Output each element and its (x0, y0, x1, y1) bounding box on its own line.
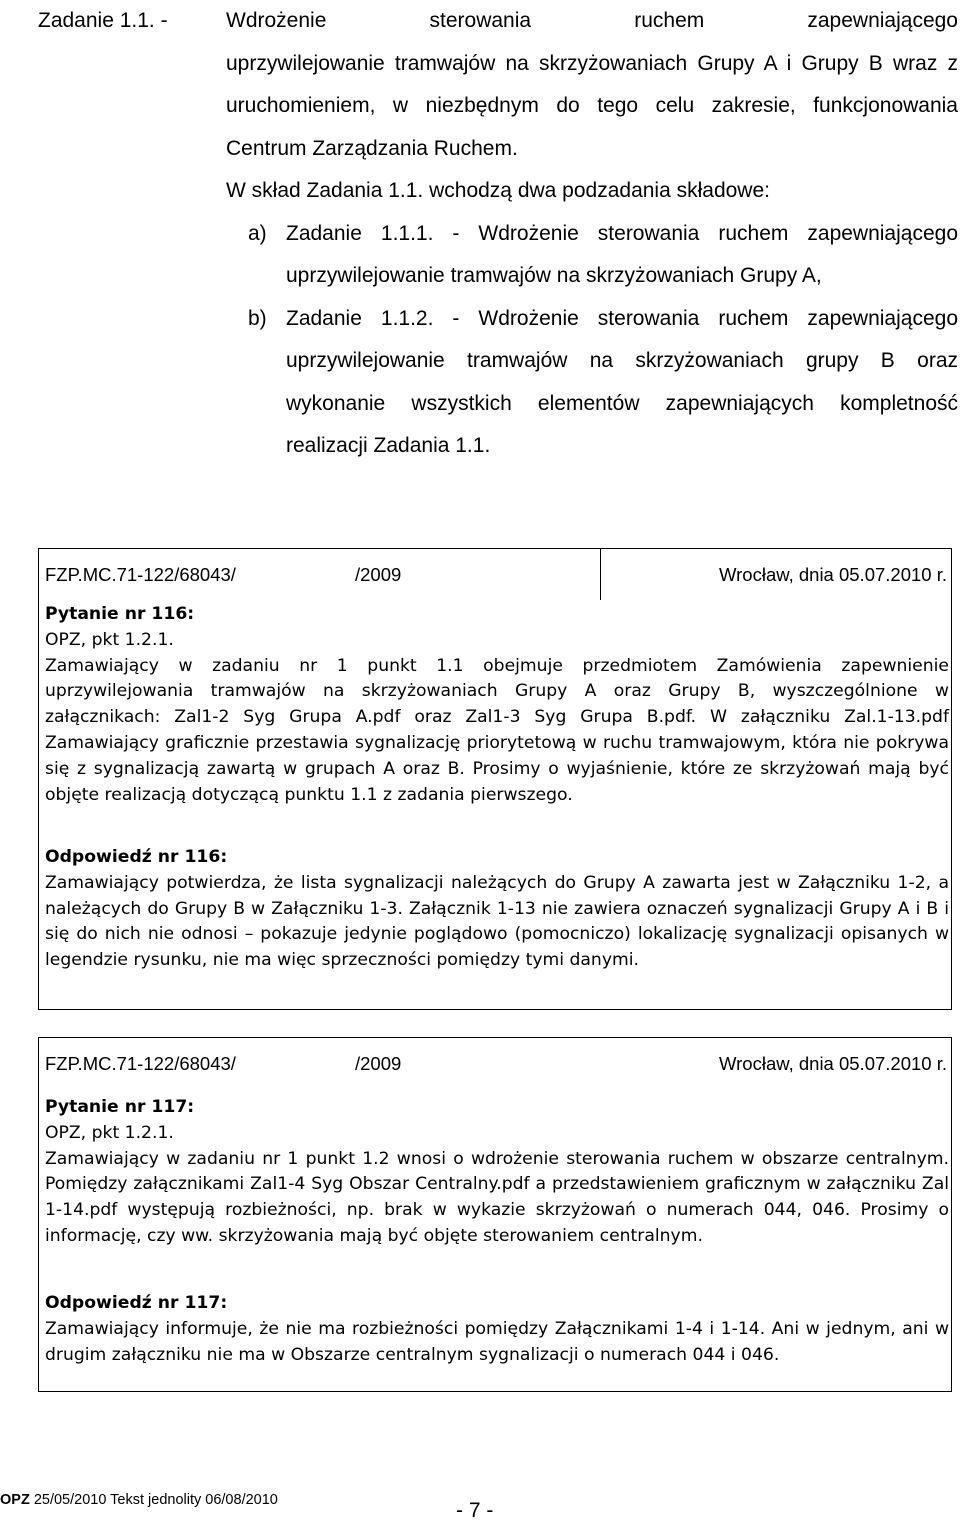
page-number: - 7 - (456, 1499, 494, 1522)
footer-doc-dates: 25/05/2010 Tekst jednolity 06/08/2010 (29, 1492, 278, 1508)
question-title: Pytanie nr 117: (45, 1097, 195, 1117)
question-text: Zamawiający w zadaniu nr 1 punkt 1.2 wnosi o wdrożenie sterowania ruchem w obszarze centralnym. Pomiędzy załącznikami Zal1-4 Syg Obszar Centralny.pdf a przedstawieniem graficznym w załączniku Zal 1-14.pdf występują rozbieżności, np. brak w wykazie skrzyżowań o numerach 044, 046. Prosimy o informację, czy ww. skrzyżowania mają być objęte sterowaniem centralnym. (45, 1148, 949, 1246)
reference-year: /2009 (355, 564, 402, 585)
subtask-b (38, 298, 958, 468)
qa-entry-116 (38, 548, 952, 1010)
subtask-text: Zadanie 1.1.2. - Wdrożenie sterowania ruchem zapewniającego uprzywilejowanie tramwajów na skrzyżowaniach grupy B oraz wykonanie wszystkich elementów zapewniających kompletność realizacji Zadania 1.1. (286, 306, 958, 457)
task-description (38, 0, 958, 468)
question-title: Pytanie nr 116: (45, 604, 195, 624)
footer-document-info (0, 1492, 278, 1508)
task-label: Zadanie 1.1. - (38, 9, 168, 32)
subtask-marker: b) (248, 306, 267, 330)
answer-title: Odpowiedź nr 117: (45, 1293, 228, 1313)
entry-header (39, 1038, 951, 1089)
reference-year: /2009 (355, 1053, 402, 1074)
answer-title: Odpowiedź nr 116: (45, 847, 228, 867)
answer-block (45, 845, 949, 974)
subtask-a (38, 213, 958, 298)
reference-code: FZP.MC.71-122/68043/ (45, 564, 236, 585)
subtask-text: Zadanie 1.1.1. - Wdrożenie sterowania ruchem zapewniającego uprzywilejowanie tramwajów na skrzyżowaniach Grupy A, (286, 221, 958, 287)
footer-doc-name: OPZ (0, 1492, 30, 1508)
entry-date: Wrocław, dnia 05.07.2010 r. (719, 564, 947, 585)
question-reference: OPZ, pkt 1.2.1. (45, 629, 174, 650)
task-composition: W skład Zadania 1.1. wchodzą dwa podzadania składowe: (226, 179, 770, 202)
answer-text: Zamawiający potwierdza, że lista sygnalizacji należących do Grupy A zawarta jest w Załączniku 1-2, a należących do Grupy B w Załączniku 1-3. Załącznik 1-13 nie zawiera oznaczeń sygnalizacji Grupy A i B i się do nich nie odnosi – pokazuje jedynie poglądowo (pomocniczo) lokalizację sygnalizacji opisanych w legendzie rysunku, nie ma więc sprzeczności pomiędzy tymi danymi. (45, 872, 949, 971)
reference-code: FZP.MC.71-122/68043/ (45, 1053, 236, 1074)
qa-entry-117 (38, 1037, 952, 1392)
subtask-marker: a) (248, 221, 267, 245)
question-block (45, 1095, 949, 1250)
entry-date: Wrocław, dnia 05.07.2010 r. (719, 1053, 947, 1074)
task-heading (38, 0, 958, 43)
answer-text: Zamawiający informuje, że nie ma rozbieżności pomiędzy Załącznikami 1-4 i 1-14. Ani w jednym, ani w drugim załączniku nie ma w Obszarze centralnym sygnalizacji o numerach 044 i 046. (45, 1318, 949, 1365)
answer-block (45, 1291, 949, 1368)
reference-number (39, 1038, 601, 1089)
task-title-line: Wdrożenie sterowania ruchem zapewniającego (226, 9, 958, 32)
reference-number (39, 549, 601, 600)
question-reference: OPZ, pkt 1.2.1. (45, 1122, 174, 1143)
question-text: Zamawiający w zadaniu nr 1 punkt 1.1 obejmuje przedmiotem Zamówienia zapewnienie uprzywilejowania tramwajów na skrzyżowaniach Grupy A oraz Grupy B, wyszczególnione w załącznikach: Zal1-2 Syg Grupa A.pdf oraz Zal1-3 Syg Grupa B.pdf. W załączniku Zal.1-13.pdf Zamawiający graficznie przestawia sygnalizację priorytetową w ruchu tramwajowym, która nie pokrywa się z sygnalizacją zawartą w grupach A oraz B. Prosimy o wyjaśnienie, które ze skrzyżowań mają być objęte realizacją dotyczącą punktu 1.1 z zadania pierwszego. (45, 655, 949, 805)
entry-header (39, 549, 951, 600)
question-block (45, 602, 949, 808)
task-title-rest: uprzywilejowanie tramwajów na skrzyżowaniach Grupy A i Grupy B wraz z uruchomieniem, w niezbędnym do tego celu zakresie, funkcjonowania Centrum Zarządzania Ruchem. (226, 51, 958, 160)
